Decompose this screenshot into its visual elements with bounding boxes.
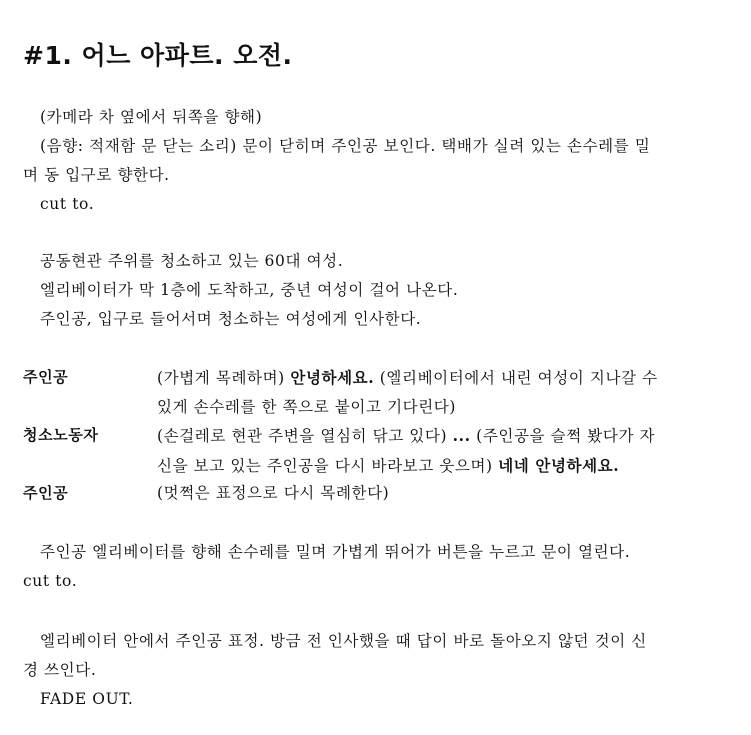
parenthetical: (손걸레로 현관 주변을 열심히 닦고 있다) xyxy=(157,427,453,445)
spoken-line: ... xyxy=(452,426,471,445)
spoken-line: 네네 안녕하세요. xyxy=(498,456,620,475)
action-line: 주인공, 입구로 들어서며 청소하는 여성에게 인사한다. xyxy=(40,310,422,328)
dialogue-text xyxy=(157,363,733,422)
scene-heading: #1. 어느 아파트. 오전. xyxy=(23,41,293,70)
character-name: 주인공 xyxy=(23,484,69,502)
dialogue-text xyxy=(157,479,733,508)
action-line: 엘리베이터 안에서 주인공 표정. 방금 전 인사했을 때 답이 바로 돌아오지 않던 것이 신 xyxy=(40,632,647,650)
transition-fade-out: FADE OUT. xyxy=(40,690,134,708)
dialogue-line xyxy=(157,363,733,393)
action-line: 경 쓰인다. xyxy=(23,661,97,679)
parenthetical: (주인공을 슬쩍 봤다가 자 xyxy=(470,427,656,445)
action-block-4 xyxy=(23,627,733,714)
parenthetical: 신을 보고 있는 주인공을 다시 바라보고 웃으며) xyxy=(157,457,499,475)
spoken-line: 안녕하세요. xyxy=(290,368,375,387)
parenthetical: (멋쩍은 표정으로 다시 목례한다) xyxy=(157,484,390,502)
dialogue-entry-1 xyxy=(23,363,733,421)
action-line: 며 동 입구로 향한다. xyxy=(23,166,170,184)
parenthetical: (가볍게 목례하며) xyxy=(157,369,291,387)
dialogue-text xyxy=(157,421,733,481)
transition-cut-to: cut to. xyxy=(23,572,78,590)
dialogue-line xyxy=(157,451,733,481)
action-line: (음향: 적재함 문 닫는 소리) 문이 닫히며 주인공 보인다. 택배가 실려 있는 손수레를 밀 xyxy=(40,137,651,155)
action-line: 주인공 엘리베이터를 향해 손수레를 밀며 가볍게 뛰어가 버튼을 누르고 문이 열린다. xyxy=(40,543,631,561)
character-name: 주인공 xyxy=(23,368,69,386)
dialogue-line: 있게 손수레를 한 쪽으로 붙이고 기다린다) xyxy=(157,398,457,416)
action-line: (카메라 차 옆에서 뒤쪽을 향해) xyxy=(40,108,263,126)
dialogue-line xyxy=(157,421,733,451)
action-block-1 xyxy=(23,103,733,219)
character-name: 청소노동자 xyxy=(23,426,99,444)
transition-cut-to: cut to. xyxy=(40,195,95,213)
action-line: 공동현관 주위를 청소하고 있는 60대 여성. xyxy=(40,252,344,270)
parenthetical: (엘리베이터에서 내린 여성이 지나갈 수 xyxy=(374,369,658,387)
action-line: 엘리베이터가 막 1층에 도착하고, 중년 여성이 걸어 나온다. xyxy=(40,281,459,299)
action-block-3 xyxy=(23,538,733,596)
dialogue-entry-3 xyxy=(23,479,733,508)
dialogue-entry-2 xyxy=(23,421,733,479)
action-block-2 xyxy=(23,247,733,334)
